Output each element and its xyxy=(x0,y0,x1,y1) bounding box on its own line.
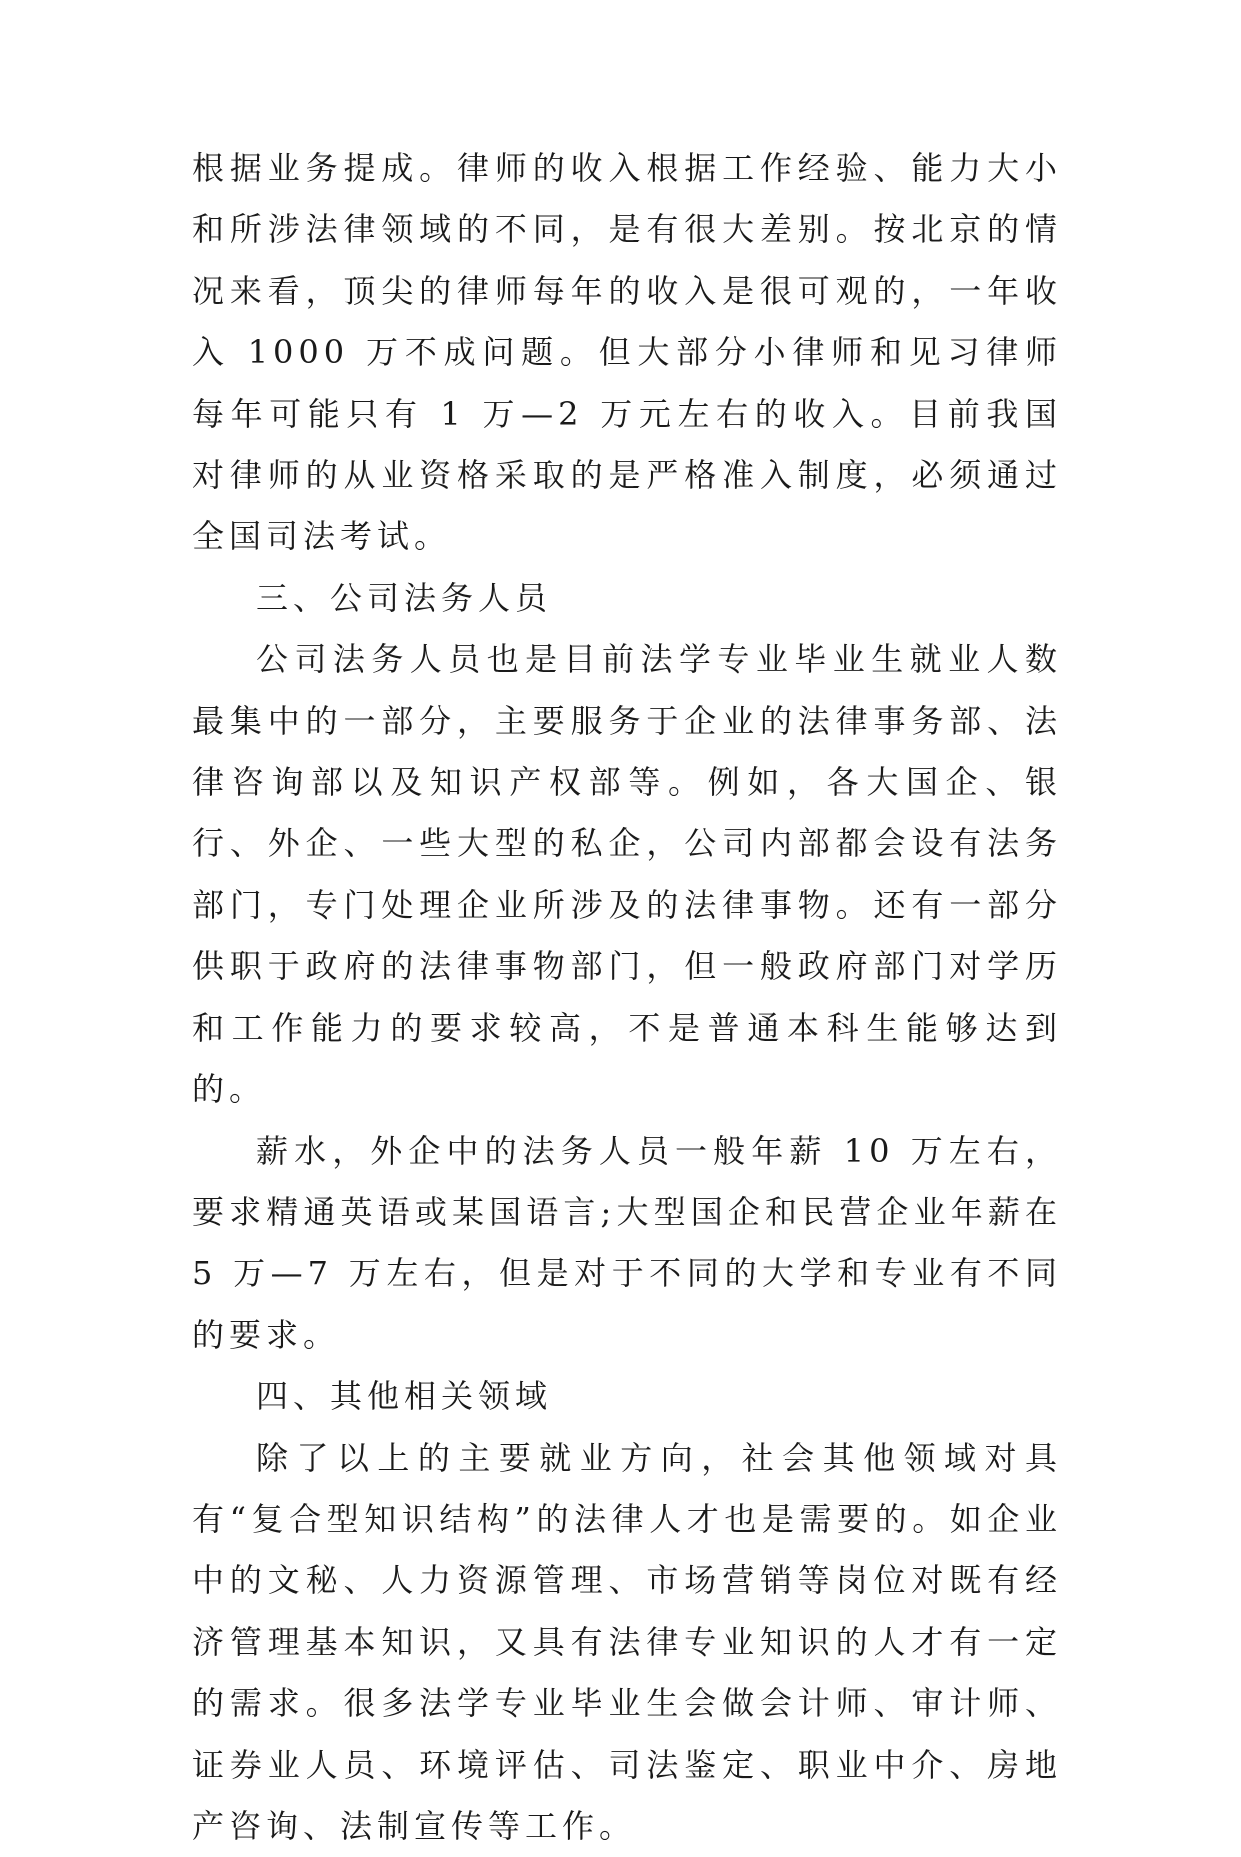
paragraph-salary: 薪水，外企中的法务人员一般年薪 10 万左右，要求精通英语或某国语言;大型国企和民营企业年薪在 5 万—7 万左右，但是对于不同的大学和专业有不同的要求。 xyxy=(192,1131,1062,1354)
paragraph-corporate-legal-staff: 公司法务人员也是目前法学专业毕业生就业人数最集中的一部分，主要服务于企业的法律事务部、法律咨询部以及知识产权部等。例如，各大国企、银行、外企、一些大型的私企，公司内部都会设有法务部门，专门处理企业所涉及的法律事物。还有一部分供职于政府的法律事物部门，但一般政府部门对学历和工作能力的要求较高，不是普通本科生能够达到的。 xyxy=(192,640,1062,1109)
paragraph-lawyer-income: 根据业务提成。律师的收入根据工作经验、能力大小和所涉法律领域的不同，是有很大差别。按北京的情况来看，顶尖的律师每年的收入是很可观的，一年收入 1000 万不成问题。但大部分小律师和见习律师每年可能只有 1 万—2 万元左右的收入。目前我国对律师的从业资格采取的是严格准入制度，必须通过全国司法考试。 xyxy=(192,149,1062,556)
heading-other-fields: 四、其他相关领域 xyxy=(256,1377,553,1416)
paragraph-other-fields: 除了以上的主要就业方向，社会其他领域对具有“复合型知识结构”的法律人才也是需要的。如企业中的文秘、人力资源管理、市场营销等岗位对既有经济管理基本知识，又具有法律专业知识的人才有一定的需求。很多法学专业毕业生会做会计师、审计师、证券业人员、环境评估、司法鉴定、职业中介、房地产咨询、法制宣传等工作。 xyxy=(192,1438,1062,1845)
document-body xyxy=(192,138,1062,1857)
heading-corporate-legal-staff: 三、公司法务人员 xyxy=(256,578,553,617)
